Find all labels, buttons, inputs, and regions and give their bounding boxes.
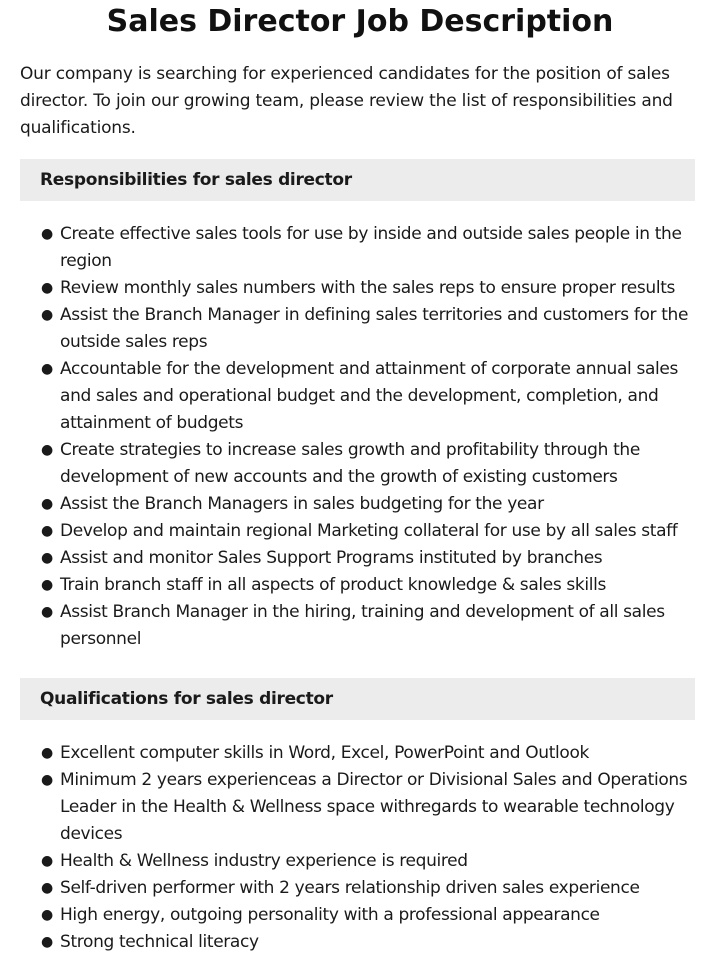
bullet-icon: ● (41, 577, 53, 593)
list-item: ● Train branch staff in all aspects of product knowledge & sales skills (60, 572, 692, 599)
list-item: ● Strong technical literacy (60, 929, 692, 956)
bullet-icon: ● (41, 745, 53, 761)
list-item: ● Self-driven performer with 2 years relationship driven sales experience (60, 875, 692, 902)
bullet-icon: ● (41, 604, 53, 620)
list-item: ● High energy, outgoing personality with a professional appearance (60, 902, 692, 929)
list-item: ● Create effective sales tools for use by inside and outside sales people in the region (60, 221, 692, 275)
bullet-icon: ● (41, 523, 53, 539)
bullet-icon: ● (41, 361, 53, 377)
list-item: ● Minimum 2 years experienceas a Director or Divisional Sales and Operations Leader in the Health & Wellness space withregards to wearable technology devices (60, 767, 692, 848)
list-item: ● Review monthly sales numbers with the sales reps to ensure proper results (60, 275, 692, 302)
list-item: ● Assist and monitor Sales Support Programs instituted by branches (60, 545, 692, 572)
intro-paragraph: Our company is searching for experienced candidates for the position of sales director. To join our growing team, please review the list of responsibilities and qualifications. (20, 64, 673, 138)
bullet-icon: ● (41, 880, 53, 896)
list-item: ● Assist the Branch Manager in defining sales territories and customers for the outside sales reps (60, 302, 692, 356)
list-item: ● Accountable for the development and attainment of corporate annual sales and sales and operational budget and the development, completion, and attainment of budgets (60, 356, 692, 437)
bullet-icon: ● (41, 226, 53, 242)
qualifications-heading: Qualifications for sales director (20, 678, 695, 720)
list-item: ● Assist the Branch Managers in sales budgeting for the year (60, 491, 692, 518)
list-item: ● Excellent computer skills in Word, Excel, PowerPoint and Outlook (60, 740, 692, 767)
bullet-icon: ● (41, 307, 53, 323)
bullet-icon: ● (41, 442, 53, 458)
bullet-icon: ● (41, 934, 53, 950)
list-item: ● Assist Branch Manager in the hiring, training and development of all sales personnel (60, 599, 692, 653)
bullet-icon: ● (41, 496, 53, 512)
page-title: Sales Director Job Description (106, 4, 614, 39)
bullet-icon: ● (41, 772, 53, 788)
bullet-icon: ● (41, 907, 53, 923)
list-item: ● Develop and maintain regional Marketing collateral for use by all sales staff (60, 518, 692, 545)
responsibilities-list (0, 221, 720, 653)
bullet-icon: ● (41, 853, 53, 869)
bullet-icon: ● (41, 280, 53, 296)
bullet-icon: ● (41, 550, 53, 566)
list-item: ● Health & Wellness industry experience is required (60, 848, 692, 875)
responsibilities-heading: Responsibilities for sales director (20, 159, 695, 201)
qualifications-list (0, 740, 720, 956)
list-item: ● Create strategies to increase sales growth and profitability through the development of new accounts and the growth of existing customers (60, 437, 692, 491)
